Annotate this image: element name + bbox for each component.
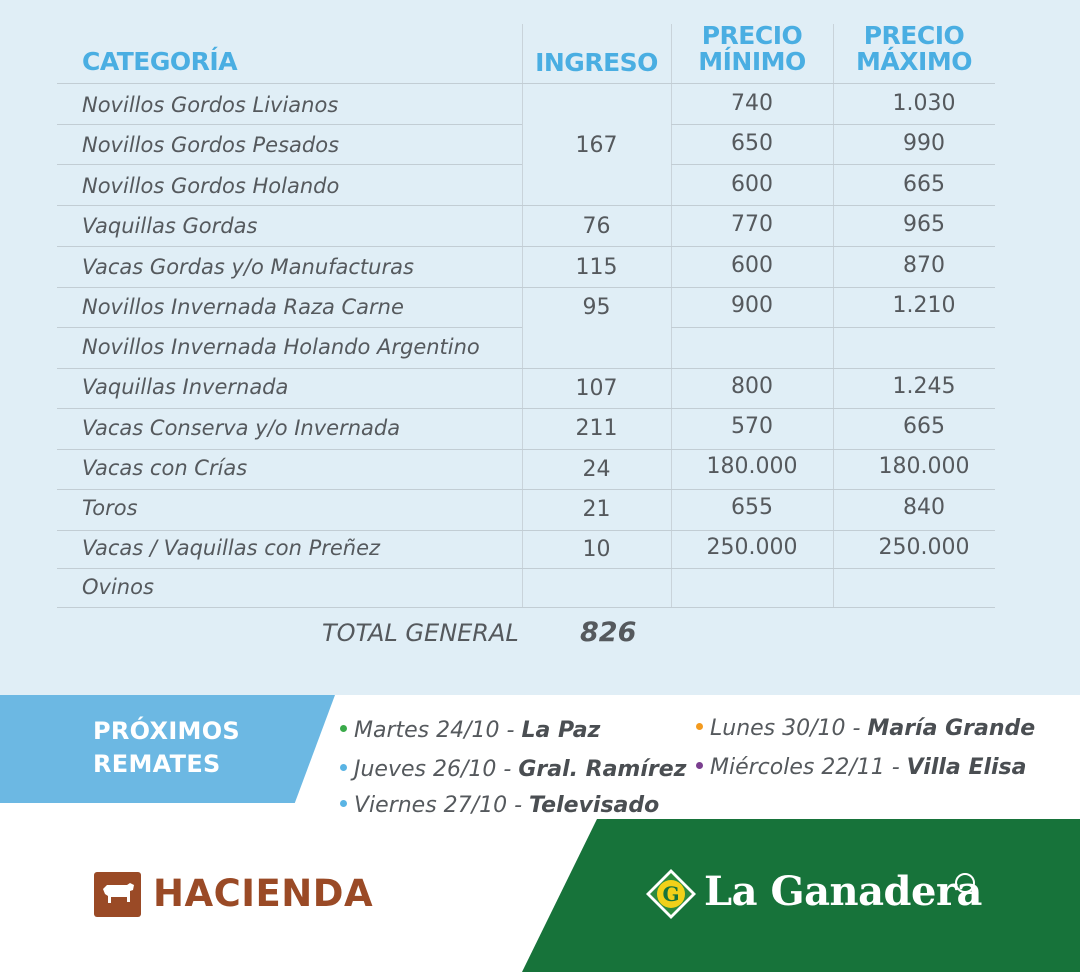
- remate-date: Jueves 26/10 -: [354, 757, 519, 782]
- remate-event: [340, 718, 600, 743]
- category-cell: Vacas / Vaquillas con Preñez: [82, 536, 381, 560]
- row-line: [57, 607, 995, 608]
- row-line: [57, 83, 995, 84]
- total-general-value: 826: [580, 617, 637, 648]
- remates-title-line1: PRÓXIMOS: [93, 717, 241, 745]
- ingreso-cell: 95: [582, 295, 611, 320]
- header-precio-minimo-line2: MÍNIMO: [698, 47, 806, 76]
- logo-letter: G: [662, 882, 680, 906]
- precio-minimo-cell: 650: [731, 131, 773, 156]
- header-categoria: CATEGORÍA: [82, 47, 238, 76]
- precio-minimo-cell: 180.000: [706, 454, 798, 479]
- proximos-remates-tab: [0, 695, 335, 803]
- precio-maximo-cell: 1.210: [892, 293, 956, 318]
- row-line: [57, 205, 995, 206]
- header-precio-maximo-line2: MÁXIMO: [856, 47, 972, 76]
- header-precio-minimo-line1: PRECIO: [701, 21, 803, 50]
- remate-date: Martes 24/10 -: [354, 718, 522, 743]
- brand-name: La Ganadera: [704, 868, 982, 915]
- category-cell: Novillos Invernada Raza Carne: [82, 295, 404, 319]
- row-line: [57, 568, 995, 569]
- total-general-label: TOTAL GENERAL: [322, 619, 519, 647]
- remate-date: Lunes 30/10 -: [710, 716, 868, 741]
- row-line: [57, 246, 995, 247]
- remate-event: [696, 755, 1027, 780]
- precio-minimo-cell: 800: [731, 374, 773, 399]
- remate-date: Viernes 27/10 -: [354, 793, 530, 818]
- remate-place: Gral. Ramírez: [518, 757, 687, 782]
- ingreso-cell: 21: [582, 497, 611, 522]
- bullet-dot-icon: [340, 725, 347, 732]
- header-ingreso: INGRESO: [535, 48, 658, 77]
- ingreso-cell: 211: [575, 416, 618, 441]
- row-line: [57, 489, 995, 490]
- la-ganadera-logo-icon: [645, 868, 697, 920]
- precio-minimo-cell: 900: [731, 293, 773, 318]
- bullet-dot-icon: [696, 762, 703, 769]
- header-precio-maximo: [833, 23, 995, 75]
- row-line: [57, 287, 995, 288]
- precio-maximo-cell: 870: [903, 253, 945, 278]
- category-cell: Vacas Gordas y/o Manufacturas: [82, 255, 414, 279]
- ingreso-cell: 107: [575, 376, 618, 401]
- row-line: [57, 408, 995, 409]
- row-line: [671, 124, 995, 125]
- row-line: [57, 530, 995, 531]
- remate-event: [340, 793, 659, 818]
- category-cell: Toros: [82, 496, 138, 520]
- row-line: [671, 164, 995, 165]
- ingreso-cell: 115: [575, 255, 618, 280]
- ingreso-cell: 76: [582, 214, 611, 239]
- remate-place: Villa Elisa: [906, 755, 1027, 780]
- cow-icon: [94, 872, 141, 917]
- precio-maximo-cell: 840: [903, 495, 945, 520]
- precio-maximo-cell: 990: [903, 131, 945, 156]
- remate-place: La Paz: [521, 718, 601, 743]
- header-precio-maximo-line1: PRECIO: [863, 21, 965, 50]
- category-cell: Vaquillas Gordas: [82, 214, 258, 238]
- hacienda-section-label: HACIENDA: [153, 872, 374, 915]
- row-line: [57, 449, 995, 450]
- row-line: [57, 368, 995, 369]
- remate-event: [340, 757, 686, 782]
- ingreso-cell: 24: [582, 457, 611, 482]
- bullet-dot-icon: [696, 723, 703, 730]
- precio-minimo-cell: 740: [731, 91, 773, 116]
- category-cell: Novillos Gordos Pesados: [82, 133, 340, 157]
- precio-minimo-cell: 655: [731, 495, 773, 520]
- remate-place: María Grande: [867, 716, 1036, 741]
- precio-maximo-cell: 1.245: [892, 374, 956, 399]
- remate-place: Televisado: [529, 793, 660, 818]
- column-divider: [833, 24, 834, 607]
- remate-date: Miércoles 22/11 -: [710, 755, 907, 780]
- row-line: [57, 327, 522, 328]
- category-cell: Novillos Gordos Holando: [82, 174, 340, 198]
- ingreso-cell: 10: [582, 537, 611, 562]
- category-cell: Novillos Invernada Holando Argentino: [82, 335, 480, 359]
- precio-maximo-cell: 665: [903, 172, 945, 197]
- precio-maximo-cell: 1.030: [892, 91, 956, 116]
- bullet-dot-icon: [340, 764, 347, 771]
- precio-minimo-cell: 600: [731, 253, 773, 278]
- bullet-dot-icon: [340, 800, 347, 807]
- row-line: [671, 327, 995, 328]
- category-cell: Ovinos: [82, 575, 154, 599]
- remates-title-line2: REMATES: [93, 750, 221, 778]
- ingreso-cell: 167: [575, 133, 618, 158]
- precio-maximo-cell: 180.000: [878, 454, 970, 479]
- precio-minimo-cell: 250.000: [706, 535, 798, 560]
- remate-event: [696, 716, 1035, 741]
- precio-minimo-cell: 770: [731, 212, 773, 237]
- brand-badge-icon: [955, 873, 975, 893]
- category-cell: Vacas Conserva y/o Invernada: [82, 416, 401, 440]
- category-cell: Vaquillas Invernada: [82, 375, 289, 399]
- precio-minimo-cell: 570: [731, 414, 773, 439]
- precio-maximo-cell: 965: [903, 212, 945, 237]
- category-cell: Novillos Gordos Livianos: [82, 93, 339, 117]
- row-line: [57, 164, 522, 165]
- precio-minimo-cell: 600: [731, 172, 773, 197]
- header-precio-minimo: [671, 23, 833, 75]
- precio-maximo-cell: 250.000: [878, 535, 970, 560]
- row-line: [57, 124, 522, 125]
- precio-maximo-cell: 665: [903, 414, 945, 439]
- category-cell: Vacas con Crías: [82, 456, 248, 480]
